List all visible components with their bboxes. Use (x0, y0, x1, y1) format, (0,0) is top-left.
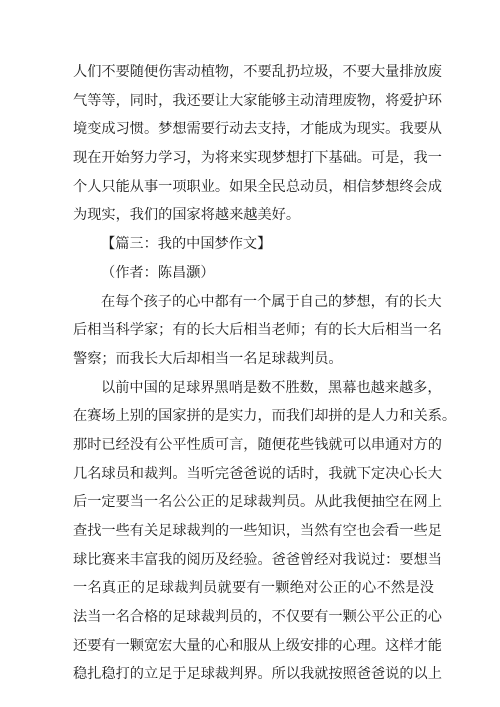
author-line: （作者：陈昌灏） (101, 264, 215, 281)
text-line: 那时已经没有公平性质可言，随便花些钱就可以串通对方的 (73, 436, 442, 453)
text-line: 现在开始努力学习，为将来实现梦想打下基础。可是，我一 (73, 150, 442, 167)
text-line: 为现实，我们的国家将越来越美好。 (73, 207, 301, 224)
text-line: 后相当科学家；有的长大后相当老师；有的长大后相当一名 (73, 322, 442, 339)
text-line: 气等等，同时，我还要让大家能够主动清理废物，将爱护环 (73, 92, 442, 109)
text-line: 后一定要当一名公公正的足球裁判员。从此我便抽空在网上 (73, 494, 442, 511)
text-line: 以前中国的足球界黑哨是数不胜数，黑幕也越来越多， (101, 379, 442, 396)
text-line: 稳扎稳打的立足于足球裁判界。所以我就按照爸爸说的以上 (73, 666, 442, 683)
text-line: 在每个孩子的心中都有一个属于自己的梦想，有的长大 (101, 293, 442, 310)
text-line: 在赛场上别的国家拼的是实力，而我们却拼的是人力和关系。 (73, 408, 457, 425)
text-line: 几名球员和裁判。当听完爸爸说的话时，我就下定决心长大 (73, 465, 442, 482)
document-page (73, 58, 457, 689)
paragraph-football-referee (73, 374, 457, 690)
text-line: 境变成习惯。梦想需要行动去支持，才能成为现实。我要从 (73, 121, 442, 138)
text-line: 还要有一颗宽宏大量的心和服从上级安排的心理。这样才能 (73, 637, 442, 654)
text-line: 人们不要随便伤害动植物，不要乱扔垃圾，不要大量排放废 (73, 64, 442, 80)
text-line: 球比赛来丰富我的阅历及经验。爸爸曾经对我说过：要想当 (73, 551, 442, 568)
text-line: 查找一些有关足球裁判的一些知识，当然有空也会看一些足 (73, 523, 442, 539)
paragraph-environment (73, 58, 442, 230)
section-heading: 【篇三：我的中国梦作文】 (101, 236, 272, 253)
text-line: 法当一名合格的足球裁判员的，不仅要有一颗公平公正的心 (73, 609, 442, 626)
paragraph-dream-intro (73, 288, 442, 374)
text-line: 警察；而我长大后却相当一名足球裁判员。 (73, 350, 343, 367)
text-line: 一名真正的足球裁判员就要有一颗绝对公正的心不然是没 (73, 580, 434, 597)
text-line: 个人只能从事一项职业。如果全民总动员，相信梦想终会成 (73, 178, 442, 195)
